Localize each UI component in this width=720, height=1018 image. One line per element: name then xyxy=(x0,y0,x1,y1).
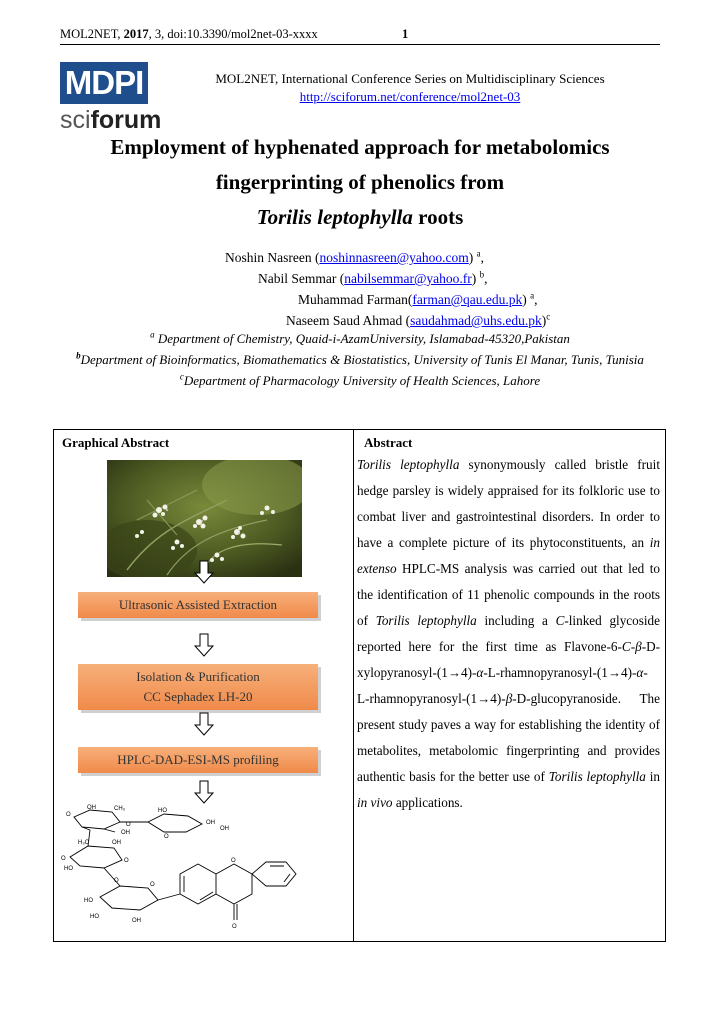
svg-text:O: O xyxy=(126,822,131,828)
step-extraction: Ultrasonic Assisted Extraction xyxy=(78,592,318,618)
affiliation-a: $^a$ Department of Chemistry, Quaid-i-AzamUniversity, Islamabad-45320,Pakistan xyxy=(150,329,570,346)
conference-info xyxy=(160,70,660,106)
svg-text:O: O xyxy=(231,858,236,864)
down-arrow-icon xyxy=(194,780,214,804)
svg-text:HO: HO xyxy=(158,808,167,814)
svg-text:O: O xyxy=(164,834,169,840)
svg-text:OH: OH xyxy=(206,820,215,826)
conference-name: MOL2NET, International Conference Series on Multidisciplinary Sciences xyxy=(215,71,605,86)
author-3: Muhammad Farman(farman@qau.edu.pk) $^a$, xyxy=(298,290,538,307)
author-list xyxy=(60,247,660,331)
svg-text:O: O xyxy=(66,812,71,818)
title-line-2: fingerprinting of phenolics from xyxy=(215,170,505,194)
mdpi-logo-text: MDPI xyxy=(60,62,148,104)
title-line-3: Torilis leptophylla roots xyxy=(256,205,464,229)
down-arrow-icon xyxy=(194,560,214,584)
citation: MOL2NET, 2017, 3, doi:10.3390/mol2net-03-xxxx xyxy=(60,27,318,41)
down-arrow-icon xyxy=(194,712,214,736)
abstract-text: Torilis leptophylla synonymously called bristle fruit hedge parsley is widely appraised for its folkloric use to combat liver and gastrointestinal disorders. In order to have a complete picture of its phytoconstituents, an in extenso HPLC-MS analysis was carried out that led to the identification of 11 phenolic compounds in the roots of Torilis leptophylla including a C-linked glycoside reported here for the first time as Flavone-6-C-β-D-xylopyranosyl-(1→4)-α-L-rhamnopyranosyl-(1→4)-α-L-rhamnopyranosyl-(1→4)-β-D-glucopyranoside. The present study paves a way for establishing the identity of metabolites, metabolomic fingerprinting and provides authentic basis for the better use of Torilis leptophylla in in vivo applications. xyxy=(357,457,660,810)
affiliation-b: $^b$Department of Bioinformatics, Biomathematics & Biostatistics, University of Tunis El Manar, Tunis, Tunisia xyxy=(76,350,644,367)
svg-text:OH: OH xyxy=(87,805,96,811)
author-2: Nabil Semmar (nabilsemmar@yahoo.fr) $^b$, xyxy=(258,269,488,286)
author-1: Noshin Nasreen (noshinnasreen@yahoo.com) $^a$, xyxy=(225,248,485,265)
step-isolation: Isolation & Purification CC Sephadex LH-20 xyxy=(78,664,318,710)
author-4: Naseem Saud Ahmad (saudahmad@uhs.edu.pk)$^c$ xyxy=(286,311,551,328)
svg-text:O: O xyxy=(124,858,129,864)
mdpi-sciforum-logo xyxy=(60,62,162,136)
author-3-email[interactable]: farman@qau.edu.pk xyxy=(412,292,523,307)
author-4-email[interactable]: saudahmad@uhs.edu.pk xyxy=(410,313,542,328)
down-arrow-icon xyxy=(194,633,214,657)
conference-link[interactable]: http://sciforum.net/conference/mol2net-03 xyxy=(299,89,521,104)
svg-text:O: O xyxy=(114,878,119,884)
page-number: 1 xyxy=(402,27,409,41)
svg-text:CH₃: CH₃ xyxy=(114,806,126,812)
column-divider xyxy=(353,430,354,941)
graphical-abstract-label: Graphical Abstract xyxy=(62,435,170,450)
flavone-glycoside-structure xyxy=(60,802,310,940)
abstract-box xyxy=(53,429,666,942)
affiliation-c: $^c$Department of Pharmacology University of Health Sciences, Lahore xyxy=(179,371,541,388)
svg-text:O: O xyxy=(232,924,237,930)
svg-text:HO: HO xyxy=(64,866,73,872)
author-1-email[interactable]: noshinnasreen@yahoo.com xyxy=(319,250,469,265)
svg-text:H₃C: H₃C xyxy=(78,840,90,846)
paper-title xyxy=(60,130,660,235)
svg-text:HO: HO xyxy=(84,898,93,904)
svg-text:OH: OH xyxy=(121,830,130,836)
sciforum-logo-text: sciforum xyxy=(60,106,162,134)
step-hplc: HPLC-DAD-ESI-MS profiling xyxy=(78,747,318,773)
author-2-email[interactable]: nabilsemmar@yahoo.fr xyxy=(344,271,472,286)
svg-text:O: O xyxy=(150,882,155,888)
abstract-label: Abstract xyxy=(364,435,413,450)
affiliations xyxy=(52,328,668,391)
svg-text:O: O xyxy=(61,856,66,862)
page-header xyxy=(60,27,660,45)
svg-text:OH: OH xyxy=(220,826,229,832)
svg-text:HO: HO xyxy=(90,914,99,920)
svg-text:OH: OH xyxy=(112,840,121,846)
title-line-1: Employment of hyphenated approach for metabolomics xyxy=(110,135,610,159)
svg-text:OH: OH xyxy=(132,918,141,924)
